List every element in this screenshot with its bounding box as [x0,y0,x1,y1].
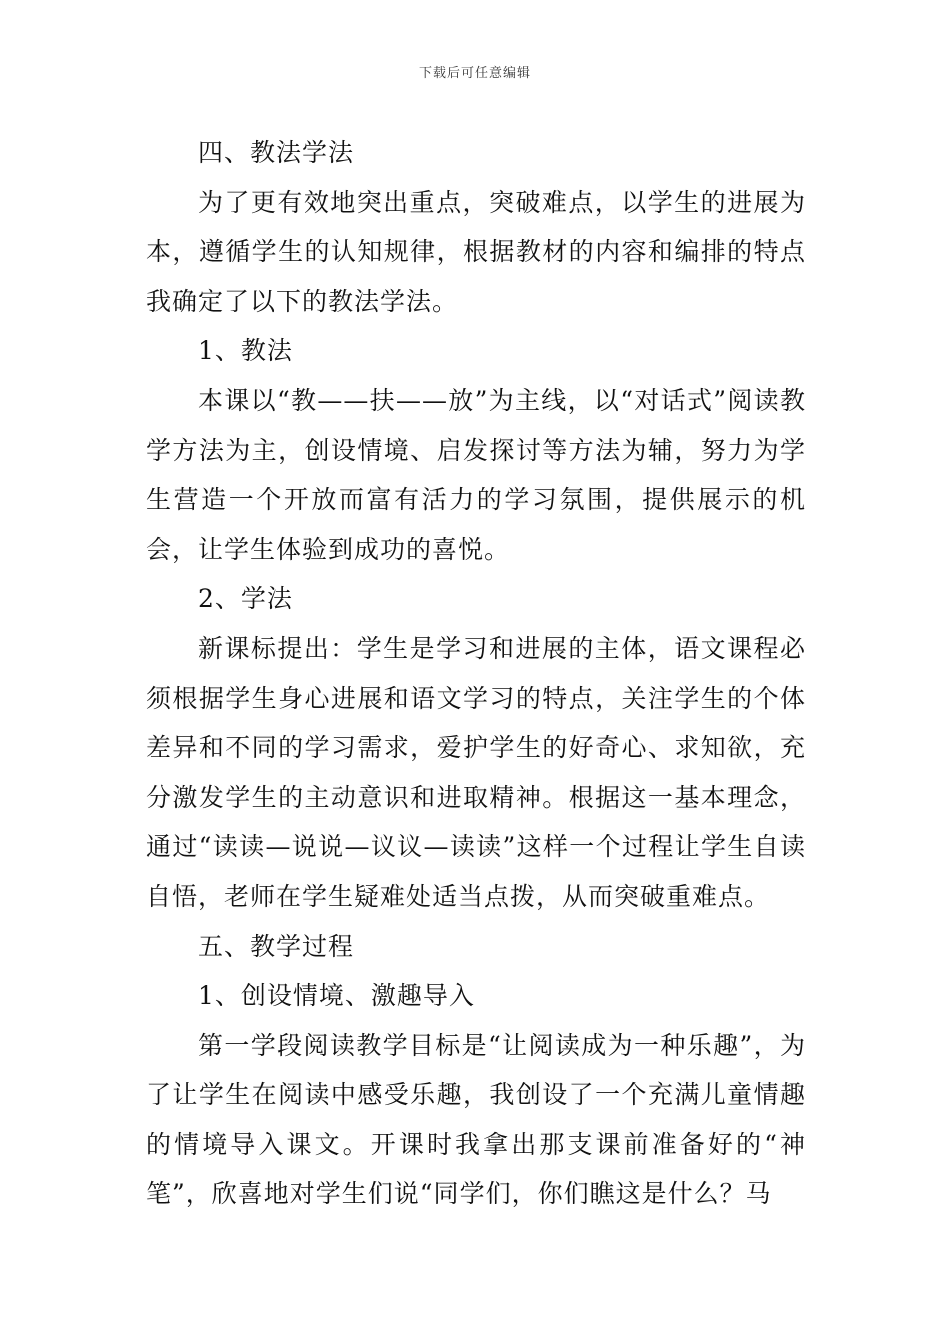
paragraph-learning-method: 新课标提出：学生是学习和进展的主体，语文课程必须根据学生身心进展和语文学习的特点，关注学生的个体差异和不同的学习需求，爱护学生的好奇心、求知欲，充分激发学生的主动意识和进取精神。根据这一基本理念，通过“读读—说说—议议—读读”这样一个过程让学生自读自悟，老师在学生疑难处适当点拨，从而突破重难点。 [146,633,806,911]
subheading-create-situation: 1、创设情境、激趣导入 [198,981,475,1011]
document-body [146,128,806,1219]
section-heading-teaching-methods: 四、教法学法 [198,138,355,167]
paragraph-create-situation: 第一学段阅读教学目标是“让阅读成为一种乐趣”，为了让学生在阅读中感受乐趣，我创设了一个充满儿童情趣的情境导入课文。开课时我拿出那支课前准备好的“神笔”，欣喜地对学生们说“同学们，你们瞧这是什么？马 [146,1030,806,1209]
subheading-learning-method: 2、学法 [198,584,293,614]
page-header: 下载后可任意编辑 [418,66,531,81]
subheading-teaching-method: 1、教法 [198,336,293,366]
section-heading-teaching-process: 五、教学过程 [198,931,355,961]
paragraph-methods-intro: 为了更有效地突出重点，突破难点，以学生的进展为本，遵循学生的认知规律，根据教材的内容和编排的特点我确定了以下的教法学法。 [146,187,806,316]
paragraph-teaching-method: 本课以“教——扶——放”为主线，以“对话式”阅读教学方法为主，创设情境、启发探讨等方法为辅，努力为学生营造一个开放而富有活力的学习氛围，提供展示的机会，让学生体验到成功的喜悦。 [146,385,806,564]
